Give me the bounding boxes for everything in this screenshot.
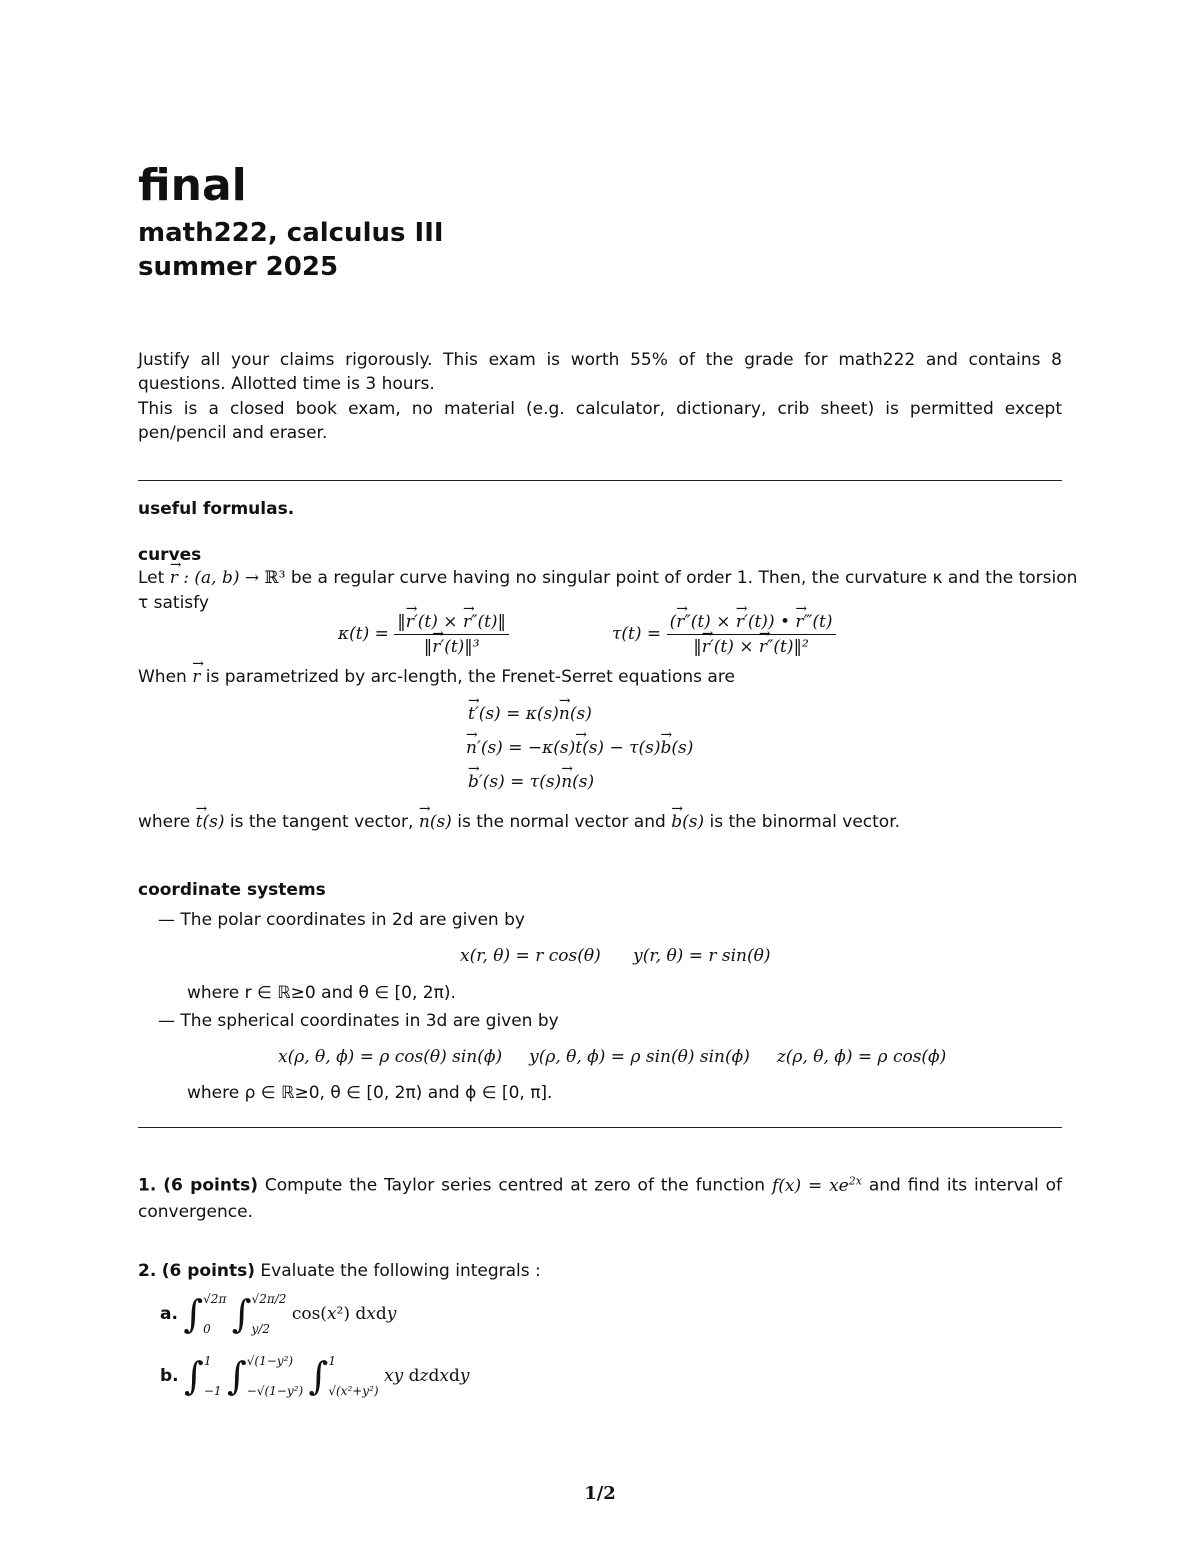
polar-formula: x(r, θ) = r cos(θ) y(r, θ) = r sin(θ) [460,946,771,966]
exam-title: final [138,160,247,211]
spherical-formula: x(ρ, θ, ϕ) = ρ cos(θ) sin(ϕ) y(ρ, θ, ϕ) = ρ sin(θ) sin(ϕ) z(ρ, θ, ϕ) = ρ cos(ϕ) [278,1047,947,1067]
question-2a: a. ∫ √2π 0 ∫ √2π/2 y/2 cos(x²) dxdy [160,1292,397,1336]
formulas-heading: useful formulas. [138,499,295,519]
frenet-eq-1: → t′(s) = κ(s)→ n(s) [468,702,592,726]
question-2b: b. ∫ 1 −1 ∫ √(1−y²) −√(1−y²) ∫ 1 √(x²+y²) xy dzdxdy [160,1354,470,1398]
curvature-formula: κ(t) = $\frac{‖\to r'(t) \times \to r''(t)‖}{\text{‖→ r′(t)‖³}}$ [338,610,509,659]
polar-intro: — The polar coordinates in 2d are given by [158,910,525,930]
frenet-intro: When → r is parametrized by arc-length, the Frenet-Serret equations are [138,665,735,689]
torsion-formula: τ(t) = $\frac{(\to r''(t) \times \to r'(t)) • \to r‴(t)}{\text{‖→ r′(t) × → r″(t)‖²}}$ [612,610,836,659]
term: summer 2025 [138,252,339,282]
page-number: 1/2 [584,1483,616,1504]
instructions-2: This is a closed book exam, no material (e.g. calculator, dictionary, crib sheet) is permitted except pen/pencil and eraser. [138,399,1062,443]
frenet-where: where → t(s) is the tangent vector, → n(s) is the normal vector and → b(s) is the binormal vector. [138,810,900,834]
frenet-eq-2: → n′(s) = −κ(s)→ t(s) − τ(s)→ b(s) [466,736,693,760]
spherical-where: where ρ ∈ ℝ≥0, θ ∈ [0, 2π) and ϕ ∈ [0, π]. [187,1083,553,1103]
curves-intro: Let → r : (a, b) → ℝ³ be a regular curve having no singular point of order 1. Then, the curvature κ and the torsion [138,566,1077,590]
question-2: 2. (6 points) Evaluate the following integrals : [138,1261,541,1281]
curves-intro-cont: τ satisfy [138,593,209,613]
course-name: math222, calculus III [138,218,444,248]
divider-bottom [138,1127,1062,1128]
curves-heading: curves [138,545,202,565]
coords-heading: coordinate systems [138,880,326,900]
polar-where: where r ∈ ℝ≥0 and θ ∈ [0, 2π). [187,983,456,1003]
question-1: 1. (6 points) Compute the Taylor series centred at zero of the function $f(x) = xe^{2x}$ and find its interval of convergence. [138,1174,1063,1222]
divider-top [138,480,1062,481]
spherical-intro: — The spherical coordinates in 3d are given by [158,1011,559,1031]
instructions-1: Justify all your claims rigorously. This exam is worth 55% of the grade for math222 and contains 8 questions. Allotted time is 3 hours. [138,350,1062,394]
frenet-eq-3: → b′(s) = τ(s)→ n(s) [468,770,594,794]
